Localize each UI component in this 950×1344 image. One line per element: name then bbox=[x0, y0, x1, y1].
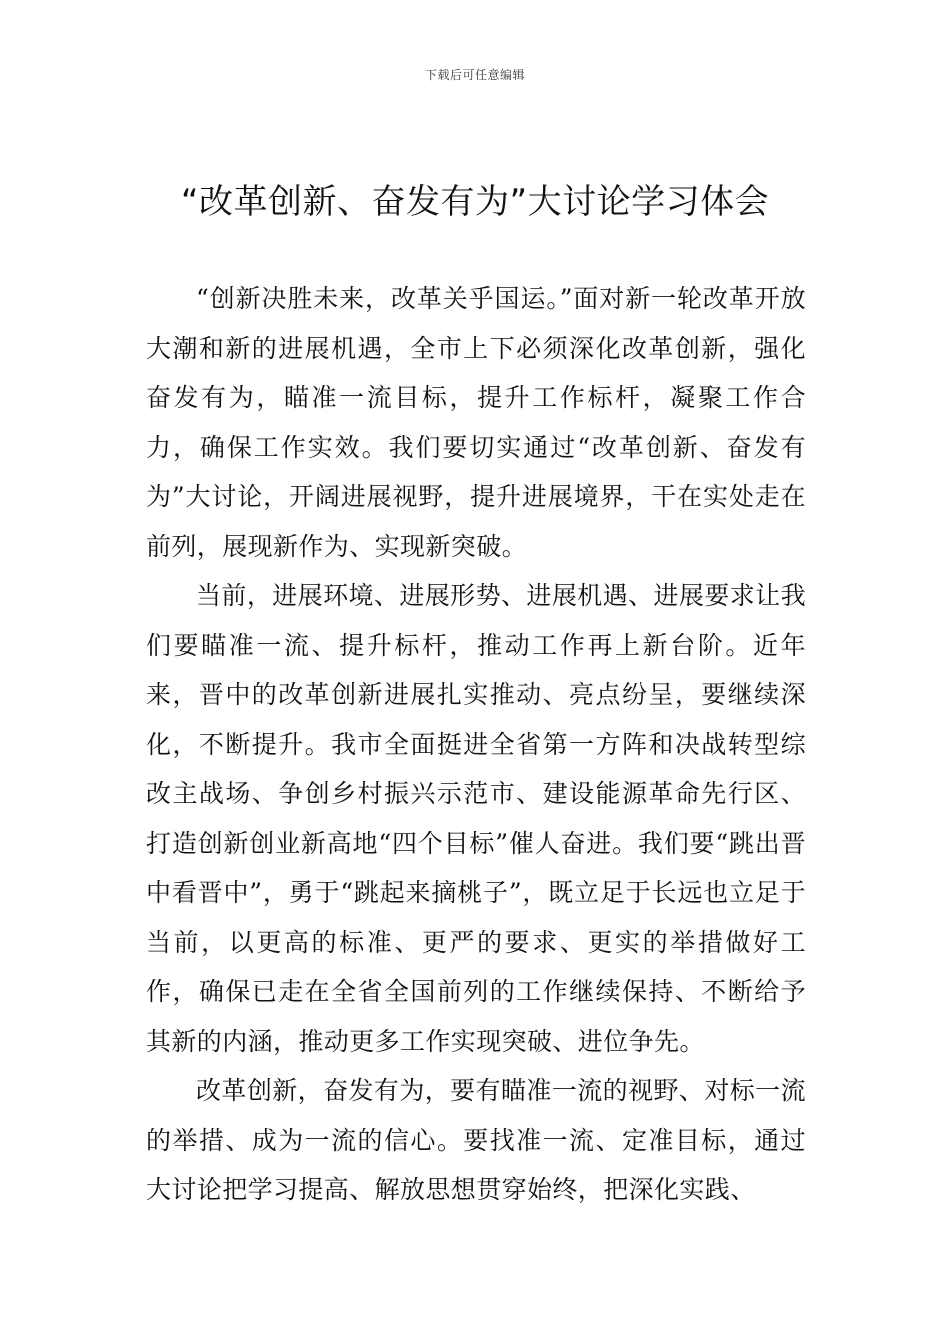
paragraph-3: 改革创新，奋发有为，要有瞄准一流的视野、对标一流的举措、成为一流的信心。要找准一流、定准目标，通过大讨论把学习提高、解放思想贯穿始终，把深化实践、 bbox=[146, 1076, 806, 1204]
header-note: 下载后可任意编辑 bbox=[424, 68, 525, 82]
document-body bbox=[146, 274, 806, 1215]
paragraph-2: 当前，进展环境、进展形势、进展机遇、进展要求让我们要瞄准一流、提升标杆，推动工作再上新台阶。近年来，晋中的改革创新进展扎实推动、亮点纷呈，要继续深化，不断提升。我市全面挺进全省第一方阵和决战转型综改主战场、争创乡村振兴示范市、建设能源革命先行区、打造创新创业新高地“四个目标”催人奋进。我们要“跳出晋中看晋中”，勇于“跳起来摘桃子”，既立足于长远也立足于当前，以更高的标准、更严的要求、更实的举措做好工作，确保已走在全省全国前列的工作继续保持、不断给予其新的内涵，推动更多工作实现突破、进位争先。 bbox=[146, 581, 806, 1056]
paragraph-1: “创新决胜未来，改革关乎国运。”面对新一轮改革开放大潮和新的进展机遇，全市上下必须深化改革创新，强化奋发有为，瞄准一流目标，提升工作标杆，凝聚工作合力，确保工作实效。我们要切实通过“改革创新、奋发有为”大讨论，开阔进展视野，提升进展境界，干在实处走在前列，展现新作为、实现新突破。 bbox=[146, 284, 806, 561]
document-title: “改革创新、奋发有为”大讨论学习体会 bbox=[180, 182, 770, 222]
